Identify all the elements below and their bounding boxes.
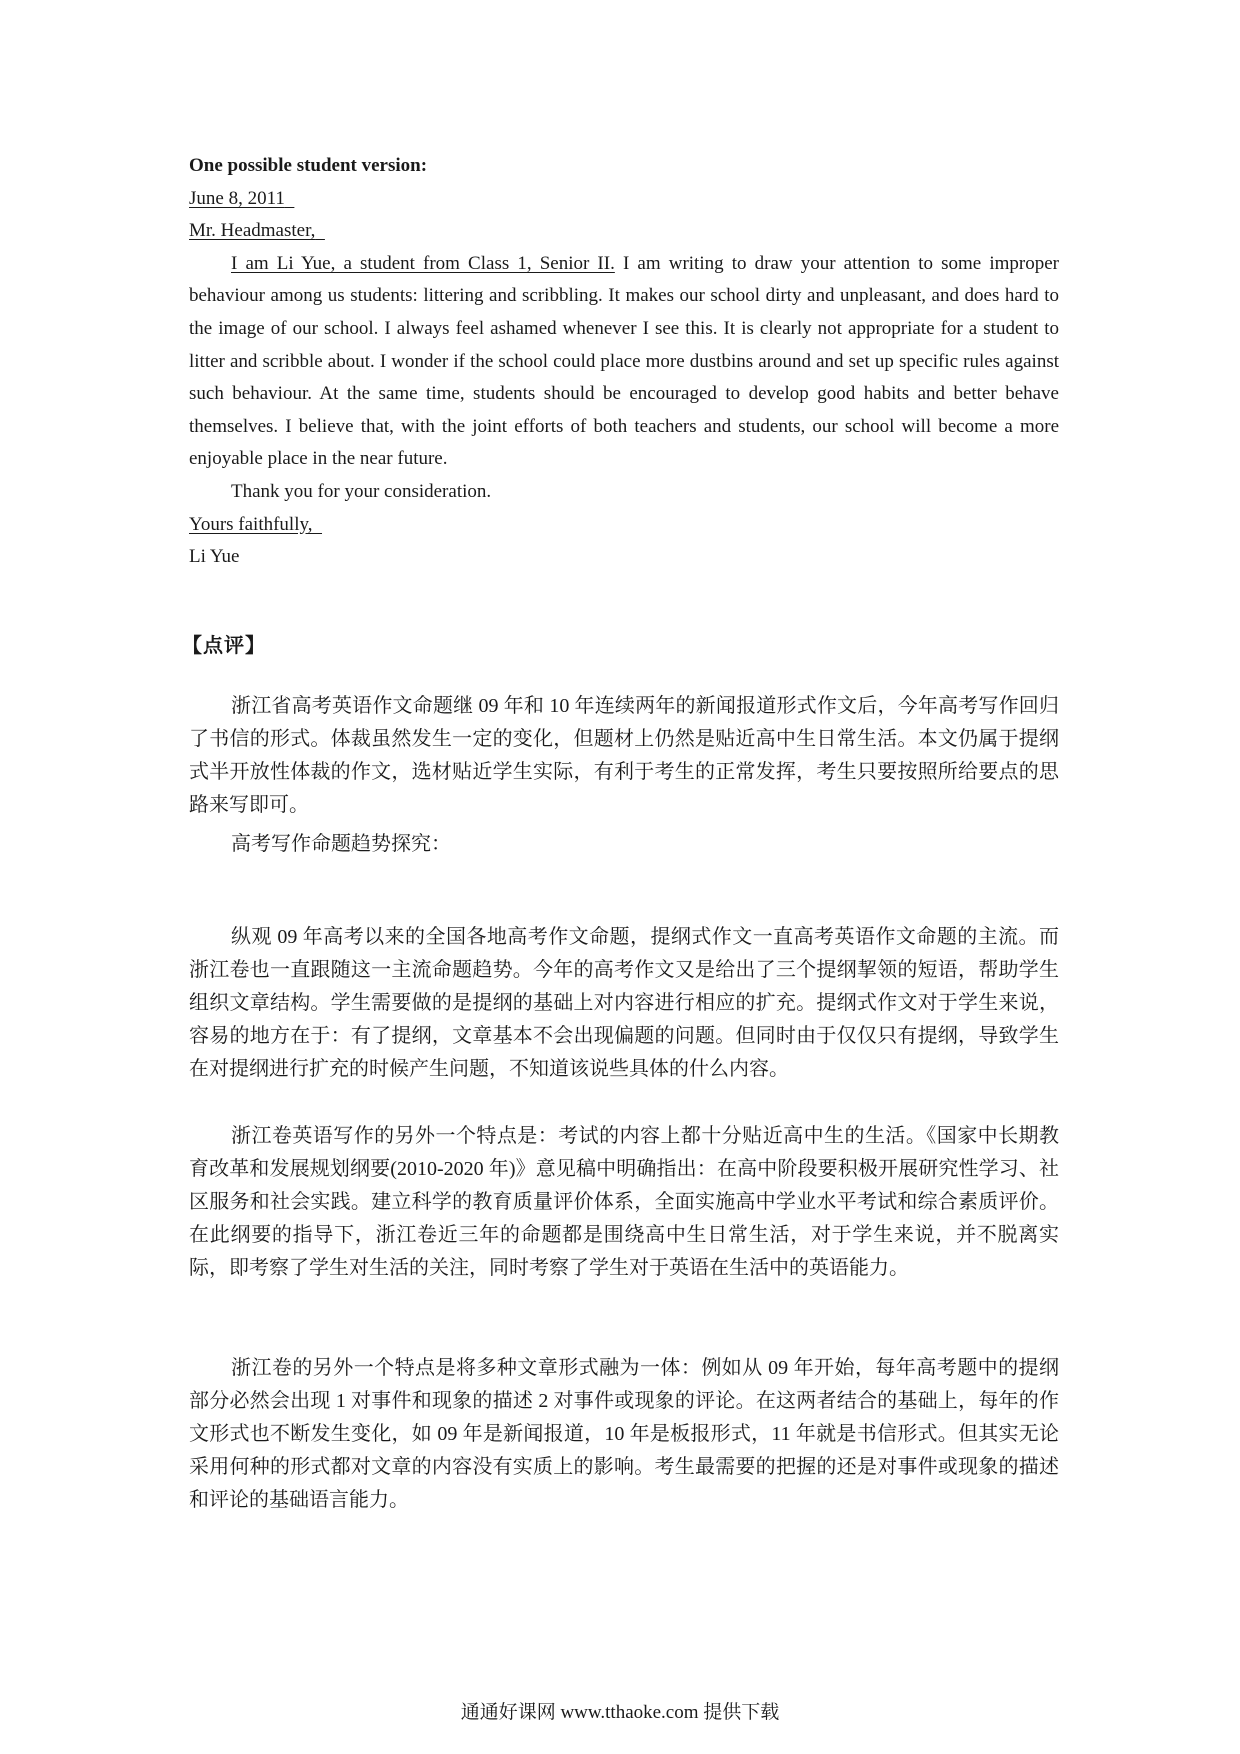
review-paragraph-2-text: 纵观 09 年高考以来的全国各地高考作文命题，提纲式作文一直高考英语作文命题的主流。而浙江卷也一直跟随这一主流命题趋势。今年的高考作文又是给出了三个提纲挈领的短语，帮助学生组织文章结构。学生需要做的是提纲的基础上对内容进行相应的扩充。提纲式作文对于学生来说，容易的地方在于：有了提纲，文章基本不会出现偏题的问题。但同时由于仅仅只有提纲，导致学生在对提纲进行扩充的时候产生问题，不知道该说些具体的什么内容。 bbox=[189, 926, 1059, 1080]
letter-salutation: Mr. Headmaster, bbox=[189, 220, 316, 242]
trend-title bbox=[189, 828, 1059, 861]
review-paragraph-1-text: 浙江省高考英语作文命题继 09 年和 10 年连续两年的新闻报道形式作文后，今年高考写作回归了书信的形式。体裁虽然发生一定的变化，但题材上仍然是贴近高中生日常生活。本文仍属于提纲式半开放性体裁的作文，选材贴近学生实际，有利于考生的正常发挥，考生只要按照所给要点的思路来写即可。 bbox=[189, 695, 1059, 816]
letter-body-text: I am writing to draw your attention to some improper behaviour among us students: littering and scribbling. It makes our school dirty and unpleasant, and does hard to the image of our school. I always feel ashamed whenever I see this. It is clearly not appropriate for a student to litter and scribble about. I wonder if the school could place more dustbins around and set up specific rules against such behaviour. At the same time, students should be encouraged to develop good habits and better behave themselves. I believe that, with the joint efforts of both teachers and students, our school will become a more enjoyable place in the near future. bbox=[189, 252, 1059, 470]
review-paragraph-4 bbox=[189, 1352, 1059, 1517]
review-paragraph-3 bbox=[189, 1120, 1059, 1285]
sample-letter bbox=[189, 150, 1059, 574]
letter-signature: Li Yue bbox=[189, 546, 240, 568]
letter-heading: One possible student version: bbox=[189, 155, 428, 176]
letter-thanks: Thank you for your consideration. bbox=[231, 480, 492, 502]
letter-body bbox=[189, 248, 1059, 476]
footer-source: 通通好课网 www.tthaoke.com 提供下载 bbox=[460, 1702, 780, 1723]
review-paragraph-1 bbox=[189, 690, 1059, 822]
letter-intro: I am Li Yue, a student from Class 1, Senior II. bbox=[231, 252, 615, 274]
trend-title-text: 高考写作命题趋势探究： bbox=[231, 833, 451, 855]
review-paragraph-3-text: 浙江卷英语写作的另外一个特点是：考试的内容上都十分贴近高中生的生活。《国家中长期教育改革和发展规划纲要(2010-2020 年)》意见稿中明确指出：在高中阶段要积极开展研究性学习、社区服务和社会实践。建立科学的教育质量评价体系，全面实施高中学业水平考试和综合素质评价。在此纲要的指导下，浙江卷近三年的命题都是围绕高中生日常生活，对于学生来说，并不脱离实际，即考察了学生对生活的关注，同时考察了学生对于英语在生活中的英语能力。 bbox=[189, 1125, 1059, 1279]
review-title: 【点评】 bbox=[182, 635, 266, 657]
review-paragraph-2 bbox=[189, 921, 1059, 1086]
letter-closing: Yours faithfully, bbox=[189, 513, 313, 535]
review-paragraph-4-text: 浙江卷的另外一个特点是将多种文章形式融为一体：例如从 09 年开始，每年高考题中的提纲部分必然会出现 1 对事件和现象的描述 2 对事件或现象的评论。在这两者结合的基础上，每年的作文形式也不断发生变化，如 09 年是新闻报道，10 年是板报形式，11 年就是书信形式。但其实无论采用何种的形式都对文章的内容没有实质上的影响。考生最需要的把握的还是对事件或现象的描述和评论的基础语言能力。 bbox=[189, 1357, 1059, 1511]
letter-date: June 8, 2011 bbox=[189, 187, 285, 209]
